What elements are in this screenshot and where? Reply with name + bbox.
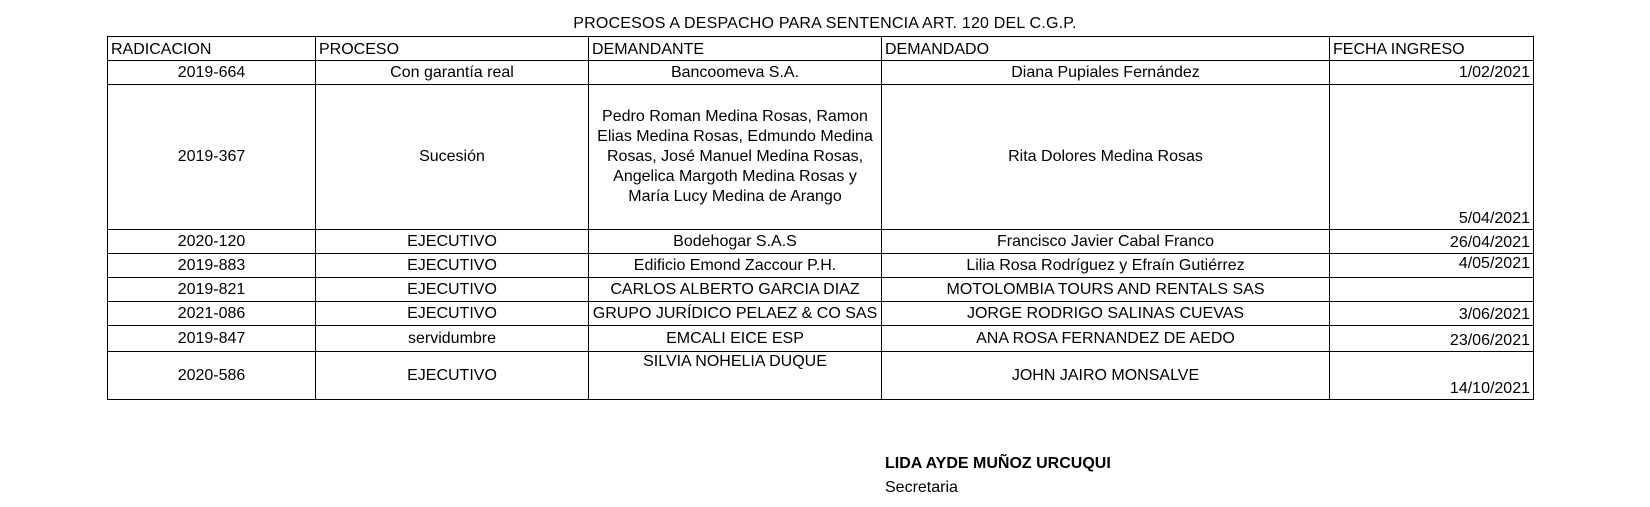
cell-proceso: servidumbre <box>316 326 589 352</box>
cell-radicacion: 2021-086 <box>108 302 316 326</box>
signature-role: Secretaria <box>885 479 958 496</box>
cell-demandado: MOTOLOMBIA TOURS AND RENTALS SAS <box>882 278 1330 302</box>
cell-demandante: EMCALI EICE ESP <box>589 326 882 352</box>
header-radicacion: RADICACION <box>108 37 316 61</box>
cell-demandante: CARLOS ALBERTO GARCIA DIAZ <box>589 278 882 302</box>
cell-demandante: Bancoomeva S.A. <box>589 61 882 85</box>
cell-radicacion: 2019-664 <box>108 61 316 85</box>
cell-demandado: ANA ROSA FERNANDEZ DE AEDO <box>882 326 1330 352</box>
cell-fecha: 23/06/2021 <box>1330 326 1534 352</box>
cell-radicacion: 2019-367 <box>108 85 316 230</box>
cell-demandante: Pedro Roman Medina Rosas, Ramon Elias Medina Rosas, Edmundo Medina Rosas, José Manuel Medina Rosas, Angelica Margoth Medina Rosas y María Lucy Medina de Arango <box>589 85 882 230</box>
page-title: PROCESOS A DESPACHO PARA SENTENCIA ART. 120 DEL C.G.P. <box>573 15 1077 32</box>
header-fecha-ingreso: FECHA INGRESO <box>1330 37 1534 61</box>
header-proceso: PROCESO <box>316 37 589 61</box>
cell-demandado: JORGE RODRIGO SALINAS CUEVAS <box>882 302 1330 326</box>
signature-name: LIDA AYDE MUÑOZ URCUQUI <box>885 455 1111 472</box>
table-row <box>108 278 1534 302</box>
cell-proceso: Con garantía real <box>316 61 589 85</box>
cell-proceso: EJECUTIVO <box>316 254 589 278</box>
table-row <box>108 230 1534 254</box>
cell-fecha <box>1330 278 1534 302</box>
cell-proceso: EJECUTIVO <box>316 302 589 326</box>
cell-demandado: Rita Dolores Medina Rosas <box>882 85 1330 230</box>
cell-fecha: 1/02/2021 <box>1330 61 1534 85</box>
signature-block <box>885 452 1111 500</box>
header-demandado: DEMANDADO <box>882 37 1330 61</box>
table-row <box>108 302 1534 326</box>
cell-demandante: GRUPO JURÍDICO PELAEZ & CO SAS <box>589 302 882 326</box>
cell-demandante: SILVIA NOHELIA DUQUE <box>589 352 882 400</box>
cell-demandante: Edificio Emond Zaccour P.H. <box>589 254 882 278</box>
header-row <box>108 37 1534 61</box>
header-demandante: DEMANDANTE <box>589 37 882 61</box>
cell-proceso: EJECUTIVO <box>316 278 589 302</box>
cell-fecha: 26/04/2021 <box>1330 230 1534 254</box>
cell-radicacion: 2020-120 <box>108 230 316 254</box>
cell-demandado: Diana Pupiales Fernández <box>882 61 1330 85</box>
cell-radicacion: 2020-586 <box>108 352 316 400</box>
cell-fecha: 14/10/2021 <box>1330 352 1534 400</box>
table-row <box>108 85 1534 230</box>
cell-fecha: 5/04/2021 <box>1330 85 1534 230</box>
processes-table <box>107 36 1534 400</box>
cell-demandado: Francisco Javier Cabal Franco <box>882 230 1330 254</box>
cell-demandante: Bodehogar S.A.S <box>589 230 882 254</box>
cell-radicacion: 2019-821 <box>108 278 316 302</box>
cell-proceso: Sucesión <box>316 85 589 230</box>
table-row <box>108 61 1534 85</box>
table-row <box>108 352 1534 400</box>
cell-radicacion: 2019-847 <box>108 326 316 352</box>
cell-demandado: Lilia Rosa Rodríguez y Efraín Gutiérrez <box>882 254 1330 278</box>
cell-radicacion: 2019-883 <box>108 254 316 278</box>
table-row <box>108 326 1534 352</box>
cell-proceso: EJECUTIVO <box>316 230 589 254</box>
cell-fecha: 3/06/2021 <box>1330 302 1534 326</box>
cell-proceso: EJECUTIVO <box>316 352 589 400</box>
table-row <box>108 254 1534 278</box>
cell-demandado: JOHN JAIRO MONSALVE <box>882 352 1330 400</box>
cell-fecha: 4/05/2021 <box>1330 254 1534 278</box>
